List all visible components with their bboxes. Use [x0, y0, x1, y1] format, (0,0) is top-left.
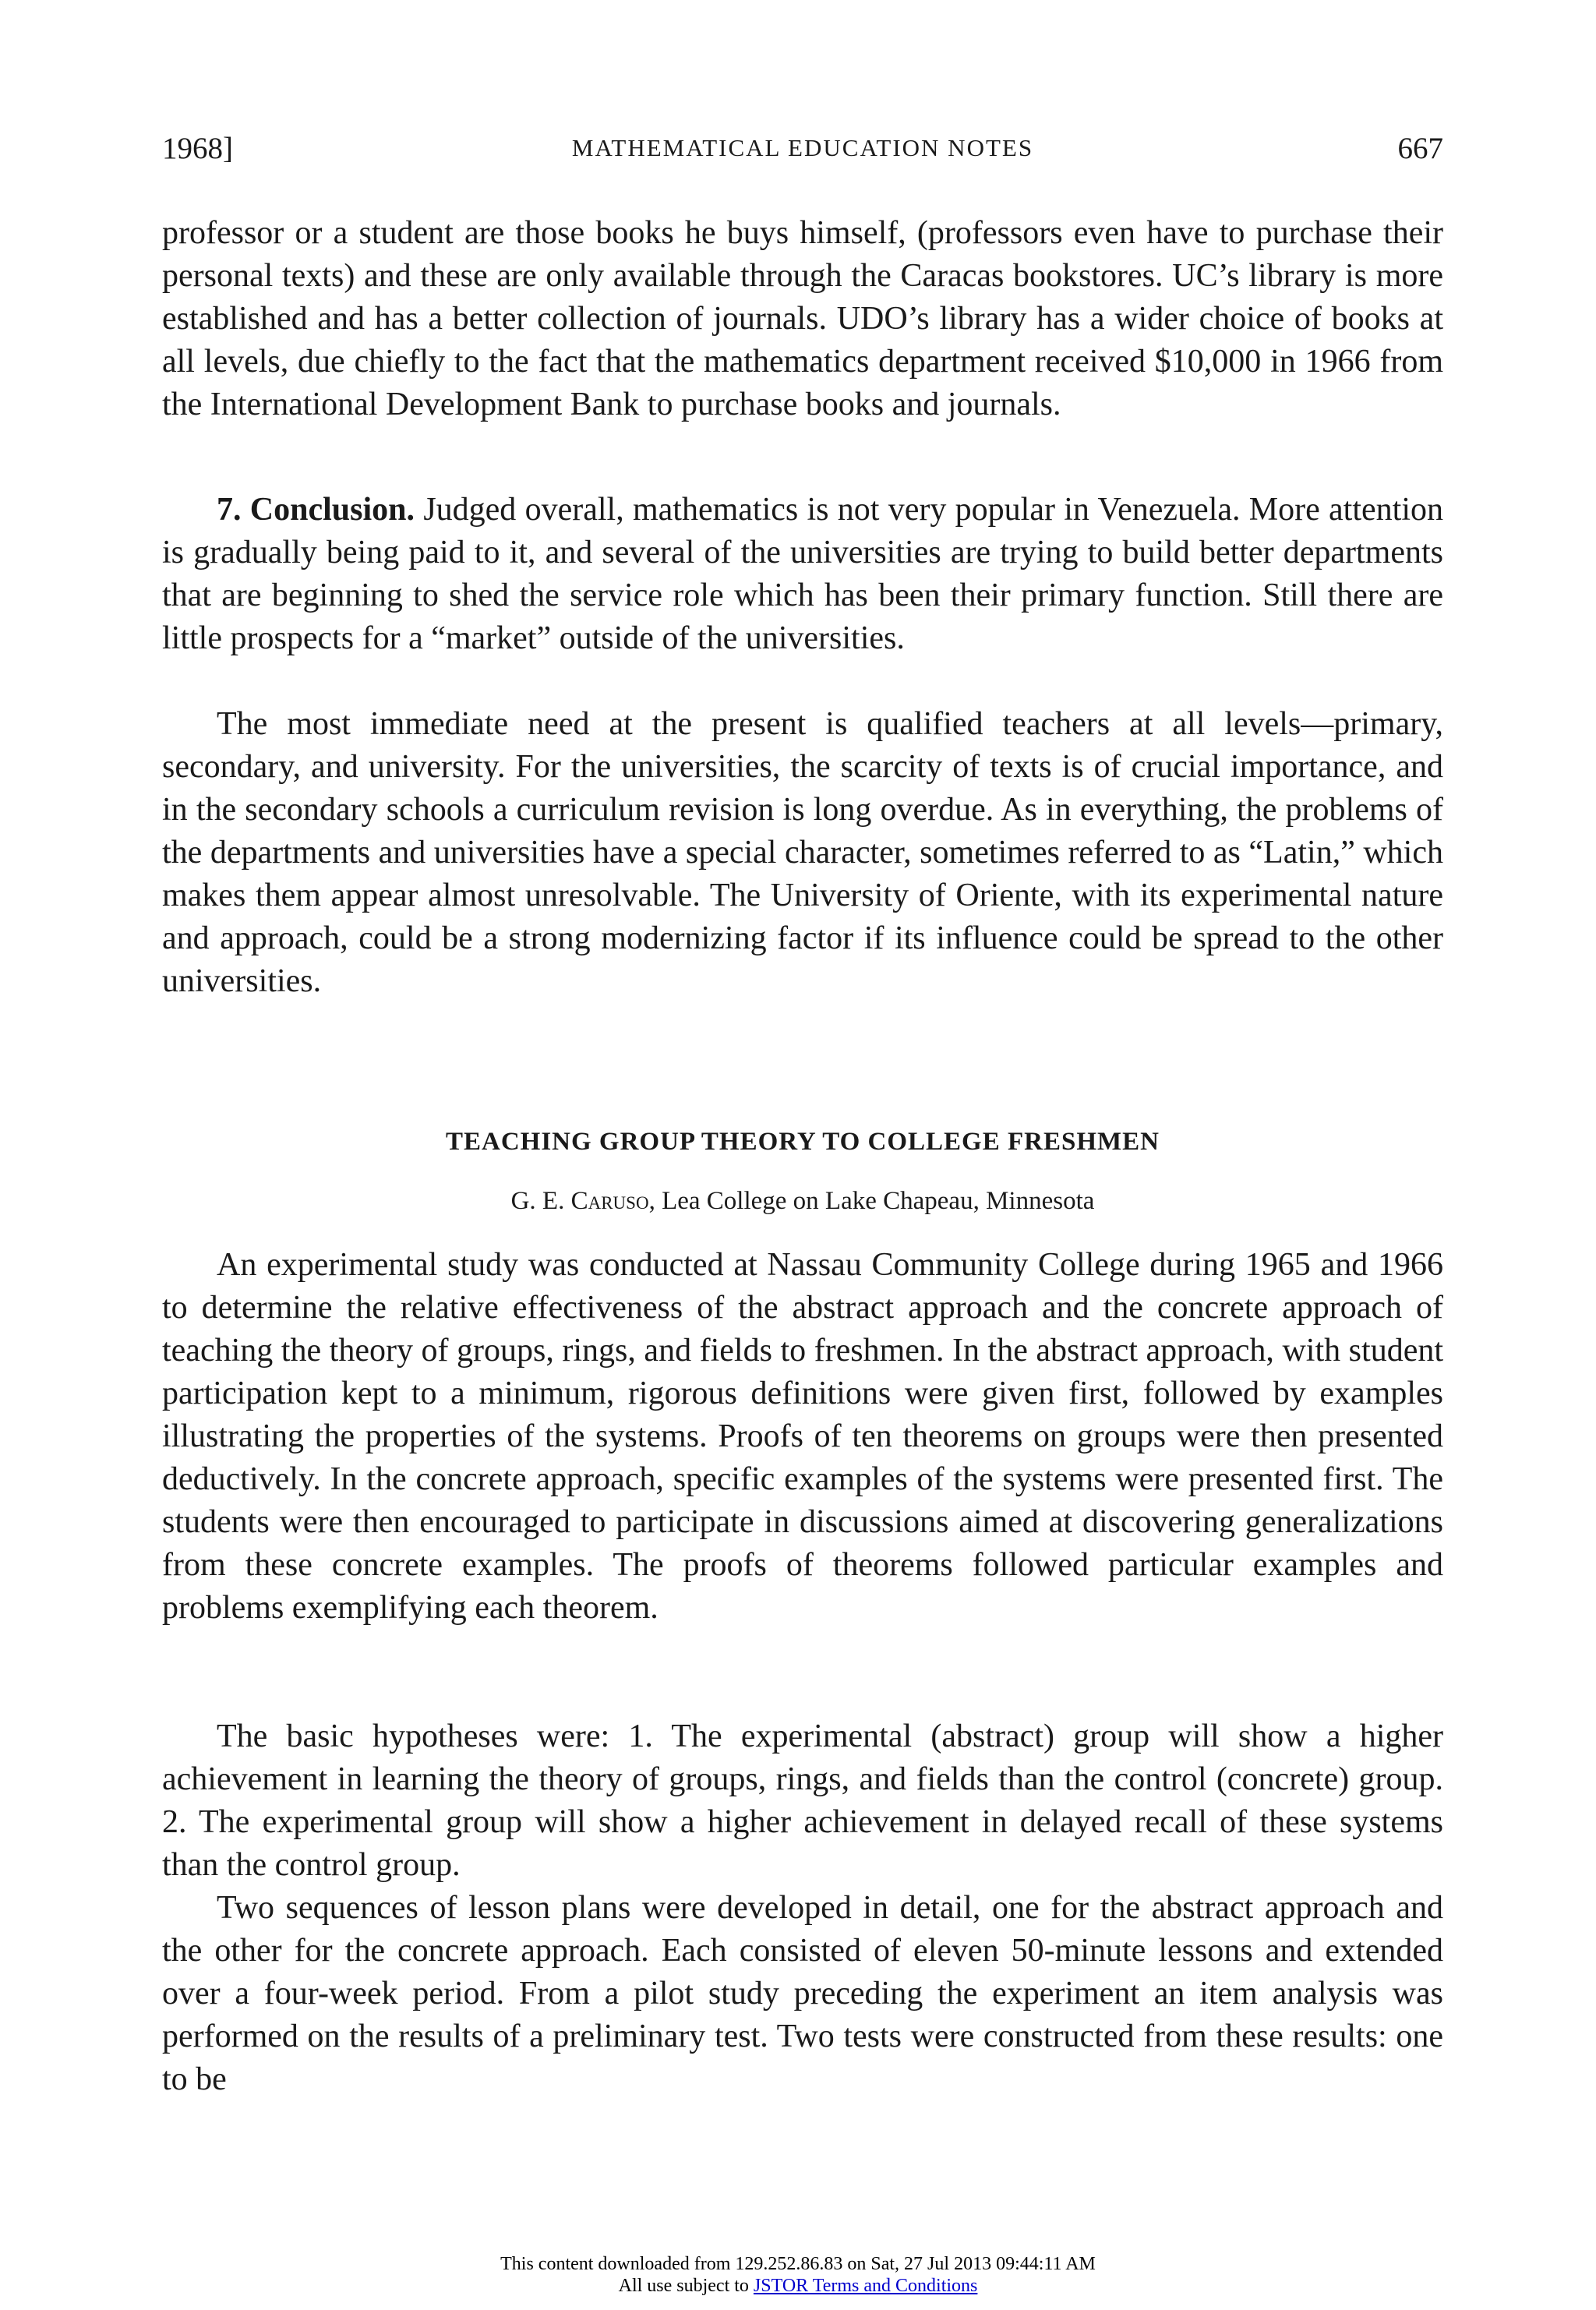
author-affiliation: , Lea College on Lake Chapeau, Minnesota — [648, 1187, 1095, 1215]
closing-paragraph: The most immediate need at the present is qualified teachers at all levels—primary, secondary, and university. For the universities, the scarcity of texts is of crucial importance, and in the secondary schools a curriculum revision is long overdue. As in everything, the problems of the departments and universities have a special character, sometimes referred to as “Latin,” which makes them appear almost unresolvable. The University of Oriente, with its experimental nature and approach, could be a strong modernizing factor if its influence could be spread to the other universities. — [162, 706, 1443, 999]
article-paragraph-1: An experimental study was conducted at Nassau Community College during 1965 and 1966 to determine the relative effectiveness of the abstract approach and the concrete approach of teaching the theory of groups, rings, and fields to freshmen. In the abstract approach, with student participation kept to a minimum, rigorous definitions were given first, followed by examples illustrating the properties of the systems. Proofs of ten theorems on groups were then presented deductively. In the concrete approach, specific examples of the systems were presented first. The students were then encouraged to participate in discussions aimed at discovering generalizations from these concrete examples. The proofs of theorems followed particular examples and problems exemplifying each theorem. — [162, 1247, 1443, 1626]
section-heading: 7. Conclusion. — [217, 492, 415, 528]
page-header — [162, 131, 1443, 168]
download-info: This content downloaded from 129.252.86.83 on Sat, 27 Jul 2013 09:44:11 AM — [500, 2254, 1096, 2274]
terms-prefix: All use subject to — [618, 2276, 754, 2296]
author-initials: G. E. — [510, 1187, 565, 1215]
conclusion-text: Judged overall, mathematics is not very popular in Venezuela. More attention is gradually being paid to it, and several of the universities are trying to build better departments that are beginning to shed the service role which has been their primary function. Still there are little prospects for a “market” outside of the universities. — [162, 492, 1444, 656]
continued-paragraph: professor or a student are those books he buys himself, (professors even have to purchase their personal texts) and these are only available through the Caracas bookstores. UC’s library is more established and has a better collection of journals. UDO’s library has a wider choice of books at all levels, due chiefly to the fact that the mathematics department received $10,000 in 1966 from the International Development Bank to purchase books and journals. — [162, 215, 1443, 422]
journal-year: 1968] — [162, 132, 233, 165]
running-title: MATHEMATICAL EDUCATION NOTES — [571, 134, 1034, 161]
article-title: TEACHING GROUP THEORY TO COLLEGE FRESHMEN — [445, 1128, 1160, 1156]
article-paragraph-2: The basic hypotheses were: 1. The experimental (abstract) group will show a higher achievement in learning the theory of groups, rings, and fields than the control (concrete) group. 2. The experimental group will show a higher achievement in delayed recall of these systems than the control group. — [162, 1718, 1443, 1883]
terms-link[interactable]: JSTOR Terms and Conditions — [753, 2276, 978, 2296]
conclusion-paragraph — [162, 489, 1443, 660]
terms-line — [0, 2275, 1596, 2297]
author-byline — [162, 1187, 1443, 1216]
page-number: 667 — [1397, 132, 1443, 165]
download-footer — [0, 2253, 1596, 2297]
author-surname: Caruso — [570, 1187, 649, 1215]
article-paragraph-3: Two sequences of lesson plans were developed in detail, one for the abstract approach and the other for the concrete approach. Each consisted of eleven 50-minute lessons and extended over a four-week period. From a pilot study preceding the experiment an item analysis was performed on the results of a preliminary test. Two tests were constructed from these results: one to be — [162, 1890, 1443, 2097]
